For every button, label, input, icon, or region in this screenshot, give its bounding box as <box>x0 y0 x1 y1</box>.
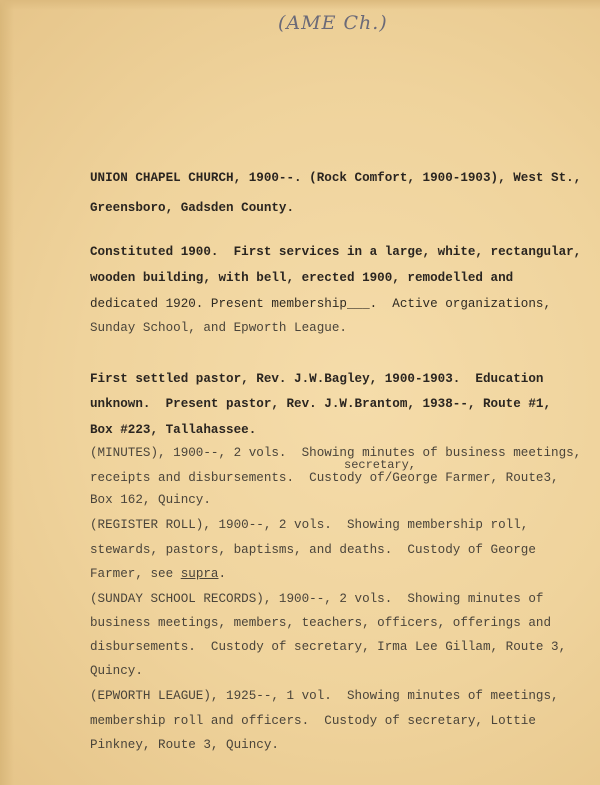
pastor-line-1: First settled pastor, Rev. J.W.Bagley, 1900-1903. Education <box>90 372 544 386</box>
paper-edge-shadow-left <box>0 0 14 785</box>
pastor-line-3: Box #223, Tallahassee. <box>90 423 257 437</box>
register-line-2: stewards, pastors, baptisms, and deaths. Custody of George <box>90 543 536 557</box>
register-line-1: (REGISTER ROLL), 1900--, 2 vols. Showing membership roll, <box>90 518 529 532</box>
church-heading-line-1: UNION CHAPEL CHURCH, 1900--. (Rock Comfort, 1900-1903), West St., <box>90 171 582 185</box>
epworth-line-3: Pinkney, Route 3, Quincy. <box>90 738 279 752</box>
pastor-line-2: unknown. Present pastor, Rev. J.W.Brantom, 1938--, Route #1, <box>90 397 552 411</box>
supra-word: supra <box>180 567 219 581</box>
church-heading-line-2: Greensboro, Gadsden County. <box>90 201 295 215</box>
constitution-line-1: Constituted 1900. First services in a large, white, rectangular, <box>90 245 582 259</box>
sunday-school-line-1: (SUNDAY SCHOOL RECORDS), 1900--, 2 vols. Showing minutes of <box>90 592 544 606</box>
register-line-3 <box>90 567 226 581</box>
constitution-line-2: wooden building, with bell, erected 1900, remodelled and <box>90 271 514 285</box>
paper-edge-shadow-top <box>0 0 600 10</box>
sunday-school-line-4: Quincy. <box>90 664 143 678</box>
sunday-school-line-3: disbursements. Custody of secretary, Irma Lee Gillam, Route 3, <box>90 640 567 654</box>
minutes-line-2: receipts and disbursements. Custody of/George Farmer, Route3, <box>90 471 559 485</box>
constitution-line-3: dedicated 1920. Present membership___. Active organizations, <box>90 297 552 311</box>
interlinear-insert: secretary, <box>344 458 417 472</box>
minutes-line-3: Box 162, Quincy. <box>90 493 211 507</box>
register-line-3-text: Farmer, see <box>90 567 181 581</box>
epworth-line-2: membership roll and officers. Custody of secretary, Lottie <box>90 714 536 728</box>
constitution-line-4: Sunday School, and Epworth League. <box>90 321 347 335</box>
supra-tail: . <box>218 567 227 581</box>
minutes-line-1: (MINUTES), 1900--, 2 vols. Showing minutes of business meetings, <box>90 446 582 460</box>
handwritten-note: (AME Ch.) <box>278 12 388 34</box>
sunday-school-line-2: business meetings, members, teachers, officers, offerings and <box>90 616 552 630</box>
epworth-line-1: (EPWORTH LEAGUE), 1925--, 1 vol. Showing minutes of meetings, <box>90 689 559 703</box>
